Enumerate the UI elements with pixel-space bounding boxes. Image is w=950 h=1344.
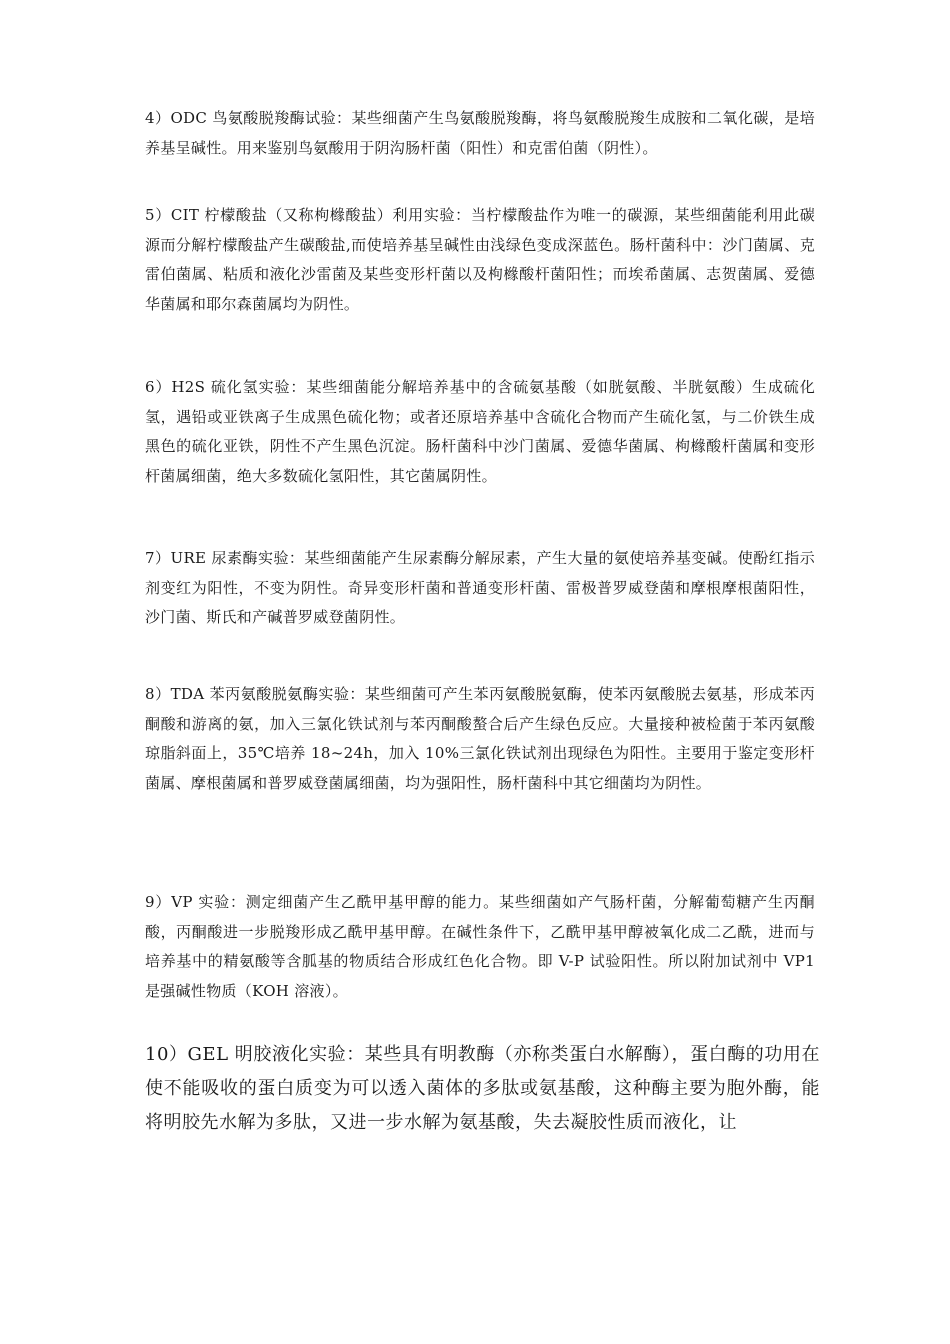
paragraph-cit-test: 5）CIT 柠檬酸盐（又称枸橼酸盐）利用实验：当柠檬酸盐作为唯一的碳源，某些细菌能利用此碳源而分解柠檬酸盐产生碳酸盐,而使培养基呈碱性由浅绿色变成深蓝色。肠杆菌科中：沙门菌属、克雷伯菌属、粘质和液化沙雷菌及某些变形杆菌以及枸橼酸杆菌阳性；而埃希菌属、志贺菌属、爱德华菌属和耶尔森菌属均为阴性。 [145, 206, 815, 313]
paragraph-gel-test: 10）GEL 明胶液化实验：某些具有明教酶（亦称类蛋白水解酶），蛋白酶的功用在使不能吸收的蛋白质变为可以透入菌体的多肽或氨基酸，这种酶主要为胞外酶，能将明胶先水解为多肽，又进一步水解为氨基酸，失去凝胶性质而液化，让 [145, 1044, 820, 1133]
paragraph-tda-test: 8）TDA 苯丙氨酸脱氨酶实验：某些细菌可产生苯丙氨酸脱氨酶，使苯丙氨酸脱去氨基，形成苯丙酮酸和游离的氨，加入三氯化铁试剂与苯丙酮酸螯合后产生绿色反应。大量接种被检菌于苯丙氨酸琼脂斜面上，35℃培养 18~24h，加入 10%三氯化铁试剂出现绿色为阳性。主要用于鉴定变形杆菌属、摩根菌属和普罗威登菌属细菌，均为强阳性，肠杆菌科中其它细菌均为阴性。 [145, 685, 815, 792]
paragraph-odc-test: 4）ODC 鸟氨酸脱羧酶试验：某些细菌产生鸟氨酸脱羧酶，将鸟氨酸脱羧生成胺和二氧化碳，是培养基呈碱性。用来鉴别鸟氨酸用于阴沟肠杆菌（阳性）和克雷伯菌（阴性）。 [145, 109, 815, 157]
paragraph-vp-test: 9）VP 实验：测定细菌产生乙酰甲基甲醇的能力。某些细菌如产气肠杆菌，分解葡萄糖产生丙酮酸，丙酮酸进一步脱羧形成乙酰甲基甲醇。在碱性条件下，乙酰甲基甲醇被氧化成二乙酰，进而与培养基中的精氨酸等含胍基的物质结合形成红色化合物。即 V-P 试验阳性。所以附加试剂中 VP1 是强碱性物质（KOH 溶液）。 [145, 893, 815, 1000]
paragraph-h2s-test: 6）H2S 硫化氢实验：某些细菌能分解培养基中的含硫氨基酸（如胱氨酸、半胱氨酸）生成硫化氢，遇铅或亚铁离子生成黑色硫化物；或者还原培养基中含硫化合物而产生硫化氢，与二价铁生成黑色的硫化亚铁，阴性不产生黑色沉淀。肠杆菌科中沙门菌属、爱德华菌属、枸橼酸杆菌属和变形杆菌属细菌，绝大多数硫化氢阳性，其它菌属阴性。 [145, 378, 815, 485]
paragraph-ure-test: 7）URE 尿素酶实验：某些细菌能产生尿素酶分解尿素，产生大量的氨使培养基变碱。使酚红指示剂变红为阳性，不变为阴性。奇异变形杆菌和普通变形杆菌、雷极普罗威登菌和摩根摩根菌阳性，沙门菌、斯氏和产碱普罗威登菌阴性。 [145, 549, 815, 627]
